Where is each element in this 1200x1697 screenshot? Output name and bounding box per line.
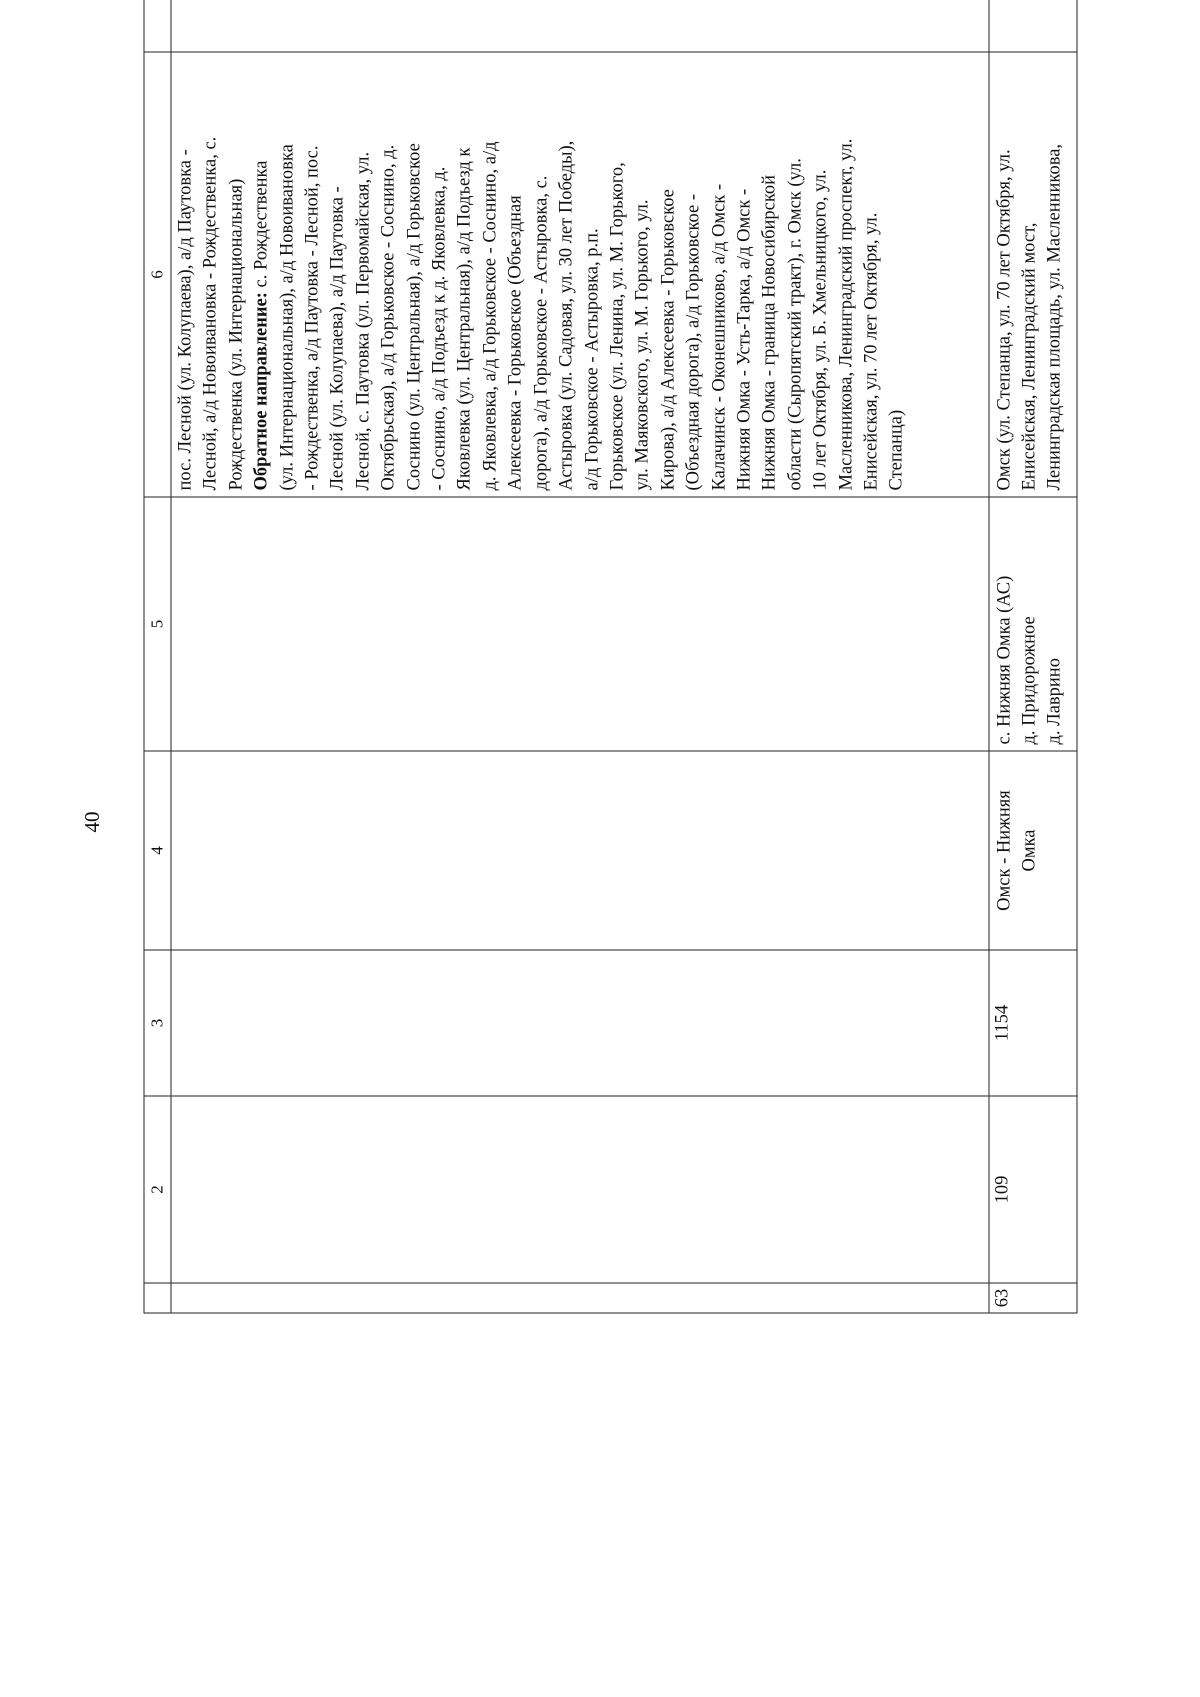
route-table-container [144, 0, 1069, 1314]
column-number-6: 6 [144, 52, 171, 497]
route-line-text: Калачинск - Оконешниково, а/д Омск - [709, 183, 730, 491]
route-line [199, 57, 224, 491]
route-line-text: (ул. Интернациональная), а/д Новоивановка [277, 144, 298, 491]
route-line-text: Астыровка (ул. Садовая, ул. 30 лет Победы), [556, 140, 577, 491]
route-line [453, 57, 478, 491]
column-number-4: 4 [144, 751, 171, 950]
route-line-text: Степанца) [886, 409, 907, 491]
route-line-text: Нижняя Омка - Усть-Тарка, а/д Омск - [734, 188, 755, 491]
route-line-text: Рождественка (ул. Интернациональная) [226, 178, 247, 491]
page-number: 40 [80, 811, 104, 833]
route-description-cell [171, 52, 989, 497]
table-row-continuation [171, 0, 989, 1313]
stop-line: с. Нижняя Омка (АС) [994, 575, 1015, 745]
stops-cell [989, 497, 1077, 751]
route-line-text: - Соснино, а/д Подъезд к д. Яковлевка, д. [429, 166, 450, 491]
route-name-line: Омск - Нижняя [994, 790, 1015, 911]
route-line-text: Лесной (ул. Колупаева), а/д Паутовка - [327, 186, 348, 491]
route-line-text: Яковлевка (ул. Центральная), а/д Подъезд к [454, 147, 475, 491]
route-line-text: Кирова), а/д Алексеевка - Горьковское [658, 189, 679, 491]
length-cell: 1154 [989, 950, 1077, 1096]
cell-empty [171, 1096, 989, 1283]
route-line-text: (Объездная дорога), а/д Горьковское - [683, 193, 704, 491]
route-line-text: Соснино (ул. Центральная), а/д Горьковское [404, 143, 425, 491]
route-line [174, 57, 199, 491]
route-line [758, 57, 783, 491]
route-name-line: Омка [1019, 829, 1040, 872]
route-line-text: дорога), а/д Горьковское - Астыровка, с. [531, 175, 552, 491]
route-line [631, 57, 656, 491]
route-line [428, 57, 453, 491]
route-line [529, 57, 554, 491]
route-line [859, 57, 884, 491]
column-number-3: 3 [144, 950, 171, 1096]
route-description-cell [989, 52, 1077, 497]
cell-empty [171, 0, 989, 52]
route-line-text: Масленникова, Ленинградский проспект, ул. [836, 138, 857, 491]
route-line [605, 57, 630, 491]
route-line-text: Нижняя Омка - граница Новосибирской [759, 174, 780, 491]
route-line: Ленинградская площадь, ул. Масленникова, [1044, 143, 1065, 491]
route-line [707, 57, 732, 491]
route-line [732, 57, 757, 491]
route-line-text: пос. Лесной (ул. Колупаева), а/д Паутовка - [175, 149, 196, 491]
column-7-value-cell [989, 0, 1077, 52]
route-line [885, 57, 910, 491]
cell-empty [171, 497, 989, 751]
route-line [478, 57, 503, 491]
table-row [989, 0, 1077, 1313]
route-line [326, 57, 351, 491]
route-line [682, 57, 707, 491]
column-number-row [144, 0, 171, 1313]
route-line [275, 57, 300, 491]
route-line [250, 57, 275, 491]
route-table [144, 0, 1078, 1314]
column-number-1 [144, 1283, 171, 1313]
route-line [580, 57, 605, 491]
route-line-text: с. Рождественка [251, 160, 272, 293]
registration-number-cell: 109 [989, 1096, 1077, 1283]
stop-line: д. Лаврино [1044, 658, 1065, 745]
column-number-5: 5 [144, 497, 171, 751]
column-number-7 [144, 0, 171, 52]
route-line-text: Лесной, с. Паутовка (ул. Первомайская, ул. [353, 151, 374, 491]
route-line-text: а/д Горьковское - Астыровка, р.п. [582, 228, 602, 491]
route-line: Енисейская, Ленинградский мост, [1019, 222, 1040, 491]
route-description-text [174, 57, 911, 491]
route-line-text: области (Сыропятский тракт), г. Омск (ул. [785, 158, 806, 491]
route-name-cell [989, 751, 1077, 950]
cell-empty [171, 1283, 989, 1313]
route-line [301, 57, 326, 491]
route-direction-label: Обратное направление: [251, 292, 272, 491]
route-line-text: ул. Маяковского, ул. М. Горького, ул. [632, 199, 653, 491]
route-line [809, 57, 834, 491]
route-number-cell: 63 [989, 1283, 1077, 1313]
route-line [351, 57, 376, 491]
route-line-text: 10 лет Октября, ул. Б. Хмельницкого, ул. [810, 169, 831, 491]
route-line: Омск (ул. Степанца, ул. 70 лет Октября, ул. [994, 149, 1015, 491]
route-line-text: Енисейская, ул. 70 лет Октября, ул. [861, 212, 882, 491]
route-line [834, 57, 859, 491]
column-number-2: 2 [144, 1096, 171, 1283]
cell-empty [171, 950, 989, 1096]
route-line [402, 57, 427, 491]
route-line [783, 57, 808, 491]
route-line-text: д. Яковлевка, а/д Горьковское - Соснино, а/д [480, 141, 501, 491]
route-line-text: Горьковское (ул. Ленина, ул. М. Горького, [607, 162, 628, 491]
route-line-text: Алексеевка - Горьковское (Объездная [505, 195, 526, 491]
route-line [504, 57, 529, 491]
stop-line: д. Придорожное [1019, 616, 1040, 745]
route-line-text: Октябрьская), а/д Горьковское - Соснино, д. [378, 144, 399, 491]
route-line-text: - Рождественка, а/д Паутовка - Лесной, пос. [302, 145, 323, 491]
route-line [656, 57, 681, 491]
route-line [377, 57, 402, 491]
route-line [224, 57, 249, 491]
cell-empty [171, 751, 989, 950]
route-line-text: Лесной, а/д Новоивановка - Рождественка, с. [200, 136, 221, 491]
route-line [555, 57, 580, 491]
